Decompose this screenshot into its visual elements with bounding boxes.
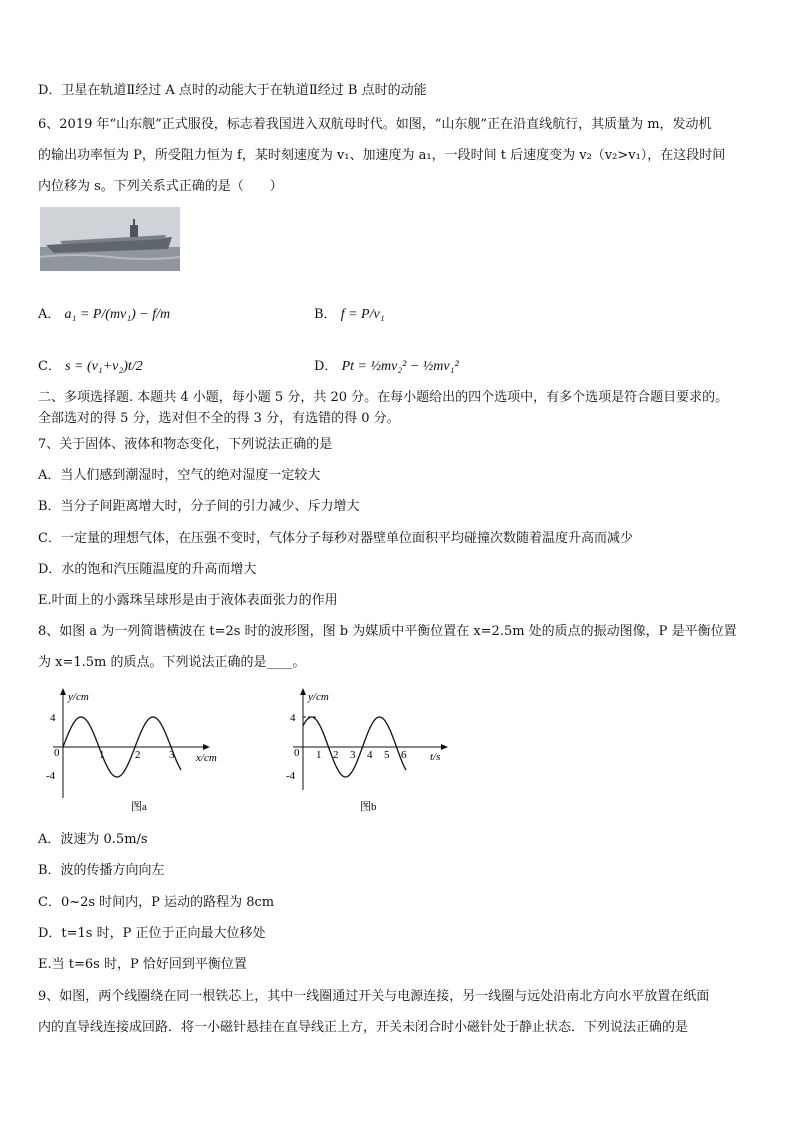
q6-option-c [38,358,143,376]
q8-stem-line2: 为 x=1.5m 的质点。下列说法正确的是____。 [38,655,306,670]
q8-option-b: B．波的传播方向向左 [38,863,165,878]
q7-option-a: A．当人们感到潮湿时，空气的绝对湿度一定较大 [38,468,321,483]
q6-option-d [314,358,459,376]
fig-a-xtick-3: 3 [169,749,175,761]
figure-a-waveform [38,686,238,816]
q6-stem-line3: 内位移为 s。下列关系式正确的是（ ） [38,179,283,194]
q7-option-b: B．当分子间距离增大时，分子间的引力减少、斥力增大 [38,499,360,514]
q6-option-c-formula: s = (v₁+v₂)t/2 [65,359,143,374]
q6-stem-line2: 的输出功率恒为 P，所受阻力恒为 f，某时刻速度为 v₁、加速度为 a₁，一段时间 t 后速度变为 v₂（v₂>v₁），在这段时间 [38,148,726,163]
q7-stem: 7、关于固体、液体和物态变化，下列说法正确的是 [38,437,333,452]
q6-option-a-label: A． [38,307,61,322]
fig-b-ytick-zero: 0 [294,747,300,759]
fig-b-caption: 图b [360,801,377,813]
q6-option-d-formula: Pt = ½mv₂² − ½mv₁² [341,359,459,374]
q8-option-c: C．0~2s 时间内，P 运动的路程为 8cm [38,895,275,910]
q6-stem-line1: 6、2019 年“山东舰”正式服役，标志着我国进入双航母时代。如图，“山东舰”正在沿直线航行，其质量为 m，发动机 [38,117,712,132]
fig-b-xtick-2: 2 [333,749,339,761]
q5-option-d: D．卫星在轨道Ⅱ经过 A 点时的动能大于在轨道Ⅱ经过 B 点时的动能 [38,83,427,98]
fig-a-ytick-top: 4 [50,712,56,724]
fig-a-ylabel: y/cm [68,691,89,703]
aircraft-carrier-photo [40,207,180,271]
q6-option-b [314,306,385,324]
fig-b-xtick-6: 6 [401,749,407,761]
section2-heading-line2: 全部选对的得 5 分，选对但不全的得 3 分，有选错的得 0 分。 [38,411,400,426]
fig-a-caption: 图a [131,801,147,813]
q6-option-c-label: C． [38,359,61,374]
carrier-illustration [40,207,180,271]
q6-option-a-formula: a₁ = P/(mv₁) − f/m [64,307,171,322]
q9-stem-line2: 内的直导线连接成回路．将一小磁针悬挂在直导线正上方，开关未闭合时小磁针处于静止状态．下列说法正确的是 [38,1020,689,1035]
q8-option-e: E.当 t=6s 时，P 恰好回到平衡位置 [38,957,247,972]
fig-b-xtick-3: 3 [350,749,356,761]
fig-a-ytick-zero: 0 [54,747,60,759]
fig-b-ytick-top: 4 [290,712,296,724]
q7-option-c: C．一定量的理想气体，在压强不变时，气体分子每秒对器壁单位面积平均碰撞次数随着温度升高而减少 [38,531,633,546]
q6-option-d-label: D． [314,359,338,374]
fig-b-y-arrow [300,688,306,695]
q8-option-d: D．t=1s 时，P 正位于正向最大位移处 [38,926,266,941]
fig-a-x-arrow [203,744,210,750]
fig-a-xtick-2: 2 [135,749,141,761]
fig-b-xtick-5: 5 [384,749,390,761]
section2-heading-line1: 二、多项选择题. 本题共 4 小题，每小题 5 分，共 20 分。在每小题给出的四个选项中，有多个选项是符合题目要求的。 [38,390,729,405]
q9-stem-line1: 9、如图，两个线圈绕在同一根铁芯上，其中一线圈通过开关与电源连接，另一线圈与远处沿南北方向水平放置在纸面 [38,989,710,1004]
q7-option-d: D．水的饱和汽压随温度的升高而增大 [38,562,257,577]
fig-a-xlabel: x/cm [196,752,217,764]
fig-b-ytick-bottom: -4 [286,770,296,782]
fig-b-ylabel: y/cm [308,691,329,703]
q6-option-a [38,306,170,324]
fig-a-ytick-bottom: -4 [46,770,56,782]
fig-b-xlabel: t/s [430,751,441,763]
figure-b-oscillation [278,686,478,816]
fig-a-y-arrow [60,688,66,695]
fig-b-xtick-1: 1 [316,749,322,761]
fig-b-x-arrow [441,744,448,750]
q8-option-a: A．波速为 0.5m/s [38,832,148,847]
fig-b-xtick-4: 4 [367,749,373,761]
fig-a-xtick-1: 1 [99,749,105,761]
q6-option-b-label: B． [314,307,337,322]
q7-option-e: E.叶面上的小露珠呈球形是由于液体表面张力的作用 [38,593,338,608]
q8-stem-line1: 8、如图 a 为一列简谐横波在 t=2s 时的波形图，图 b 为媒质中平衡位置在 x=2.5m 处的质点的振动图像，P 是平衡位置 [38,624,737,639]
q6-option-b-formula: f = P/v₁ [340,307,385,322]
